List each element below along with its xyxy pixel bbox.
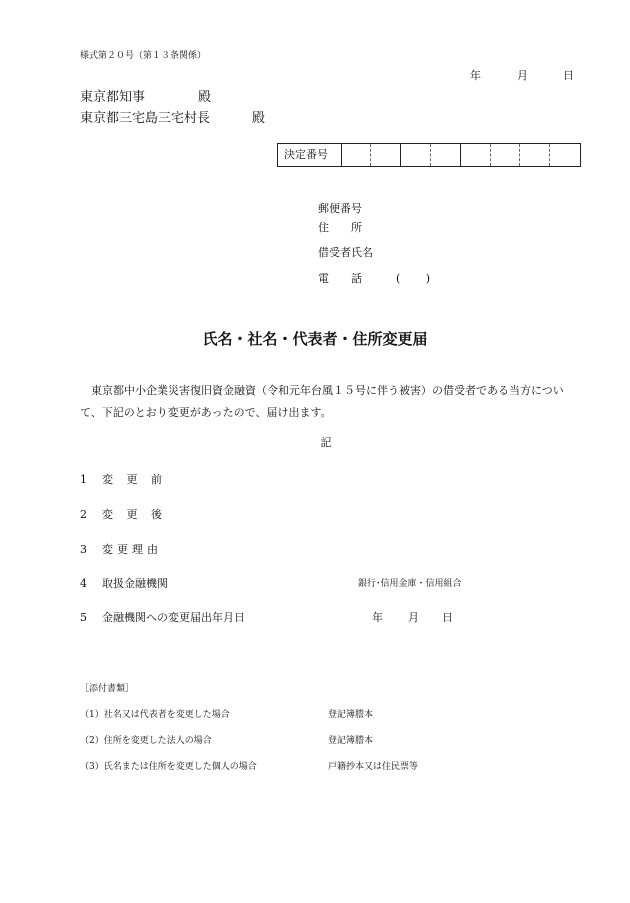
addressee-honorific: 殿: [198, 90, 212, 105]
addressee-name: 東京都三宅島三宅村長: [80, 111, 211, 126]
decision-number-table: [277, 143, 581, 167]
decision-number-cell[interactable]: [401, 144, 431, 166]
attachment-case: （1）社名又は代表者を変更した場合: [80, 710, 230, 720]
item-financial-institution: 4 取扱金融機関: [80, 577, 168, 590]
form-number: 様式第２０号（第１３条関係）: [80, 51, 207, 61]
addressee-village-mayor: [80, 107, 265, 126]
decision-number-label: 決定番号: [278, 144, 342, 166]
attachment-document: 戸籍抄本又は住民票等: [328, 762, 419, 772]
report-date-month: 月: [408, 611, 419, 624]
item-change-reason: 3 変 更 理 由: [80, 543, 158, 556]
decision-number-cell[interactable]: [431, 144, 461, 166]
decision-number-cell[interactable]: [520, 144, 550, 166]
addressee-governor: [80, 86, 211, 105]
borrower-name-label: 借受者氏名: [318, 246, 373, 259]
report-date-year: 年: [372, 611, 383, 624]
postal-code-label: 郵便番号: [318, 202, 362, 215]
bank-type-options: 銀行･信用金庫・信用組合: [358, 579, 462, 589]
ki-heading: 記: [320, 436, 332, 449]
item-before-change: 1 変 更 前: [80, 473, 162, 486]
addressee-honorific: 殿: [252, 111, 266, 126]
item-report-date: 5 金融機関への変更届出年月日: [80, 611, 245, 624]
item-after-change: 2 変 更 後: [80, 508, 162, 521]
declaration-text: 東京都中小企業災害復旧資金融資（令和元年台風１５号に伴う被害）の借受者である当方について、下記のとおり変更があったので、届け出ます。: [80, 384, 564, 419]
attachment-case: （2）住所を変更した法人の場合: [80, 736, 212, 746]
date-day-label: 日: [563, 69, 574, 82]
attachment-case: （3）氏名または住所を変更した個人の場合: [80, 762, 257, 772]
decision-number-cell[interactable]: [371, 144, 401, 166]
date-month-label: 月: [517, 69, 528, 82]
decision-number-cell[interactable]: [491, 144, 521, 166]
phone-label: 電 話 ( ): [318, 272, 430, 285]
decision-number-cell[interactable]: [461, 144, 491, 166]
addressee-name: 東京都知事: [80, 90, 146, 105]
decision-number-cell[interactable]: [342, 144, 372, 166]
attachment-document: 登記簿謄本: [328, 736, 374, 746]
address-label: 住 所: [318, 221, 362, 234]
report-date-day: 日: [442, 611, 453, 624]
attachments-heading: ［添付書類］: [80, 684, 135, 694]
decision-number-cell[interactable]: [550, 144, 580, 166]
date-year-label: 年: [470, 69, 481, 82]
attachment-document: 登記簿謄本: [328, 710, 374, 720]
phone-area-code-paren: ( ): [396, 272, 430, 285]
document-title: 氏名・社名・代表者・住所変更届: [202, 330, 428, 348]
